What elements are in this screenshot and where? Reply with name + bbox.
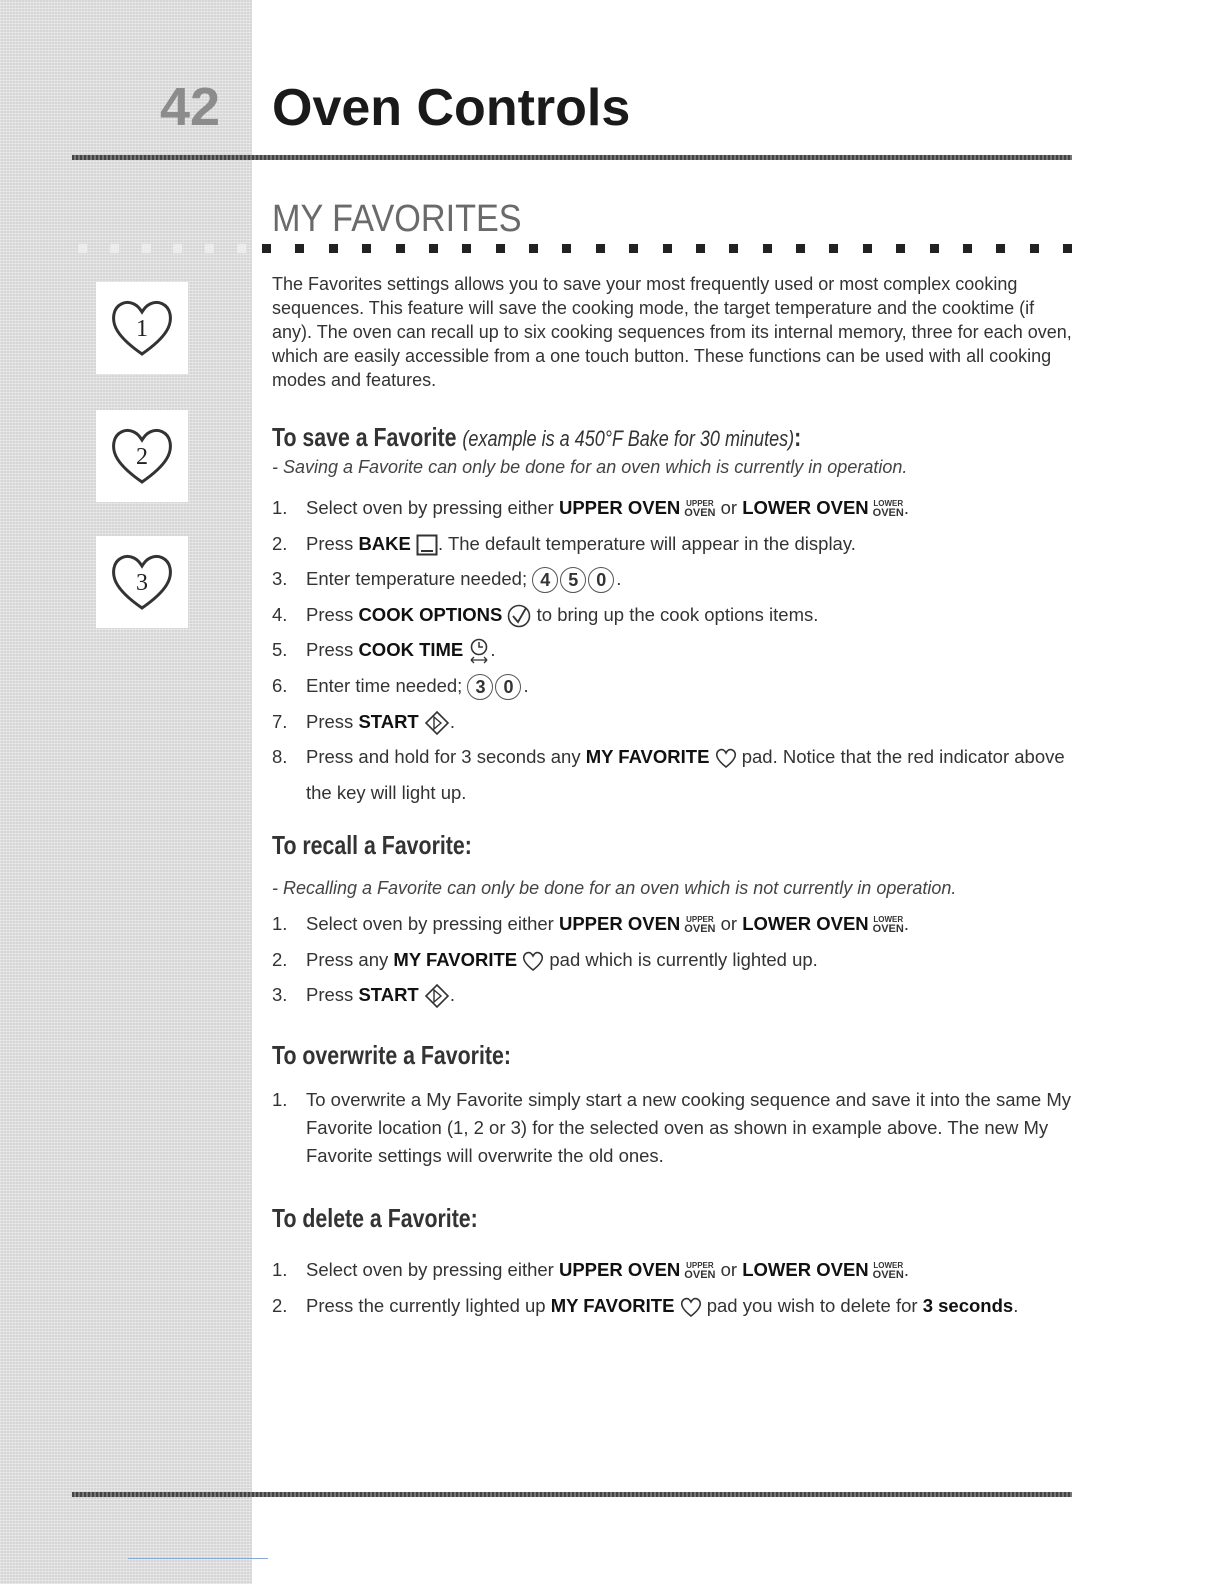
upper-oven-key-icon: UPPER OVEN [684, 914, 716, 935]
heart-icon [106, 292, 178, 364]
section-title: MY FAVORITES [272, 198, 522, 240]
list-item: 6. Enter time needed; 3 0 . [272, 668, 1072, 704]
list-item: 2. Press BAKE . The default temperature will appear in the display. [272, 526, 1072, 562]
list-item: 3. Enter temperature needed; 4 5 0 . [272, 561, 1072, 597]
favorite-key-2 [96, 410, 188, 502]
delete-heading: To delete a Favorite: [272, 1203, 478, 1233]
lower-oven-key-icon: LOWER OVEN [872, 1260, 904, 1281]
list-item: 5. Press COOK TIME . [272, 632, 1072, 668]
sidebar-band [0, 0, 252, 1584]
favorite-key-label: 1 [136, 316, 148, 342]
heart-icon [522, 950, 544, 972]
list-item: 3. Press START . [272, 977, 1072, 1013]
save-note: - Saving a Favorite can only be done for an oven which is currently in operation. [272, 457, 908, 477]
digit-5-icon: 5 [560, 567, 586, 593]
section-dot-row [262, 244, 1072, 254]
save-steps [272, 490, 1072, 810]
recall-note: - Recalling a Favorite can only be done for an oven which is not currently in operation. [272, 878, 957, 898]
footer-link-underline [128, 1558, 268, 1559]
list-item: 1. To overwrite a My Favorite simply start a new cooking sequence and save it into the same My Favorite location (1, 2 or 3) for the selected oven as shown in example above. The new My Favorite settings will overwrite the old ones. [272, 1089, 1072, 1166]
lower-oven-key-icon: LOWER OVEN [872, 498, 904, 519]
bake-icon [416, 534, 438, 556]
digit-0-icon: 0 [588, 567, 614, 593]
page-title: Oven Controls [272, 79, 631, 137]
list-item: 7. Press START . [272, 704, 1072, 740]
upper-oven-key-icon: UPPER OVEN [684, 498, 716, 519]
favorite-key-label: 2 [136, 444, 148, 470]
favorite-key-label: 3 [136, 570, 148, 596]
list-item: 1. Select oven by pressing either UPPER OVEN UPPER OVEN or LOWER OVEN LOWER OVEN . [272, 497, 909, 519]
delete-steps [272, 1252, 1072, 1323]
overwrite-heading: To overwrite a Favorite: [272, 1040, 511, 1070]
footer-divider [72, 1492, 1072, 1497]
heart-icon [680, 1296, 702, 1318]
start-diamond-icon [424, 710, 450, 736]
save-heading: To save a Favorite (example is a 450°F Bake for 30 minutes): [272, 422, 802, 452]
header-divider [72, 155, 1072, 160]
page-number: 42 [160, 77, 221, 137]
cook-options-check-icon [507, 604, 531, 628]
sidebar-dot-row [78, 244, 246, 254]
list-item: 1. Select oven by pressing either UPPER OVEN UPPER OVEN or LOWER OVEN LOWER OVEN . [272, 1259, 909, 1281]
list-item: 1. Select oven by pressing either UPPER OVEN UPPER OVEN or LOWER OVEN LOWER OVEN . [272, 913, 909, 935]
digit-3-icon: 3 [467, 674, 493, 700]
list-item: 2. Press the currently lighted up MY FAVORITE pad you wish to delete for 3 seconds. [272, 1288, 1072, 1324]
heart-icon [106, 546, 178, 618]
list-item: 2. Press any MY FAVORITE pad which is currently lighted up. [272, 942, 1072, 978]
list-item: 8. Press and hold for 3 seconds any MY FAVORITE pad. Notice that the red indicator above the key will light up. [272, 746, 1065, 803]
digit-4-icon: 4 [532, 567, 558, 593]
lower-oven-key-icon: LOWER OVEN [872, 914, 904, 935]
heart-icon [715, 747, 737, 769]
recall-steps [272, 906, 1072, 1013]
favorite-key-3 [96, 536, 188, 628]
favorite-key-1 [96, 282, 188, 374]
cook-time-clock-icon [468, 638, 490, 664]
digit-0-icon: 0 [495, 674, 521, 700]
upper-oven-key-icon: UPPER OVEN [684, 1260, 716, 1281]
list-item: 4. Press COOK OPTIONS to bring up the cook options items. [272, 597, 1072, 633]
intro-paragraph: The Favorites settings allows you to save your most frequently used or most complex cooking sequences. This feature will save the cooking mode, the target temperature and the cooktime (if any). The oven can recall up to six cooking sequences from its internal memory, three for each oven, which are easily accessible from a one touch button. These functions can be used with all cooking modes and features. [272, 274, 1072, 390]
recall-heading: To recall a Favorite: [272, 830, 472, 860]
heart-icon [106, 420, 178, 492]
overwrite-steps [272, 1086, 1072, 1170]
start-diamond-icon [424, 983, 450, 1009]
